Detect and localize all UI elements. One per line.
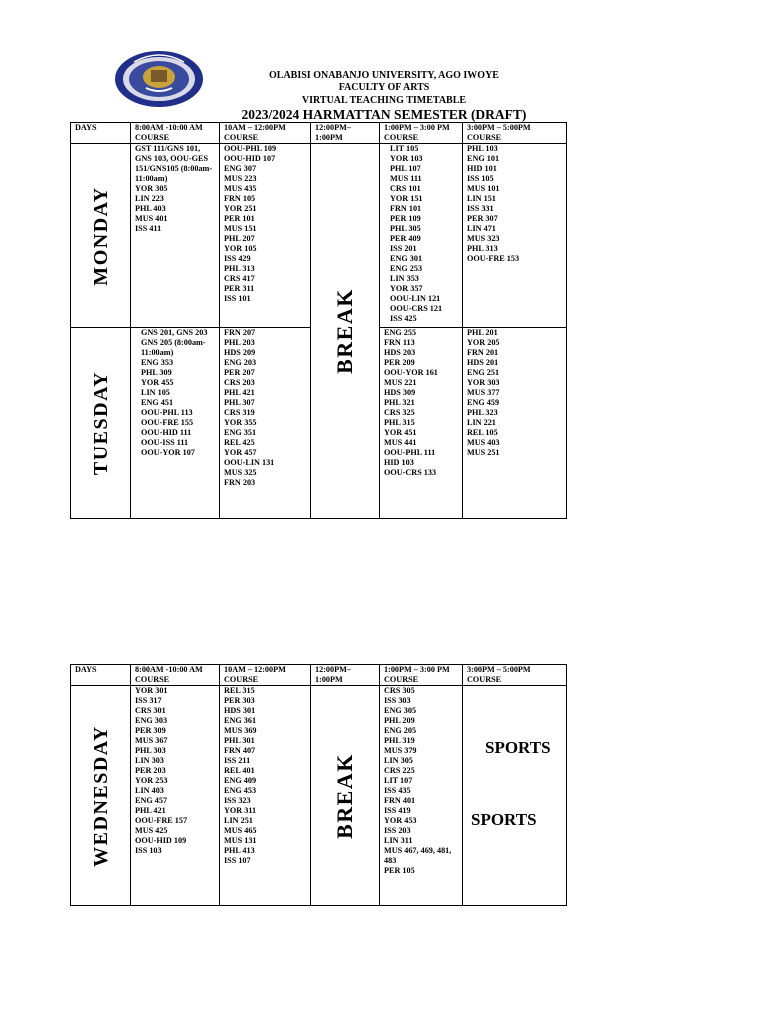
course-code: YOR 251 <box>224 204 257 213</box>
university-logo <box>114 50 204 108</box>
course-code: MUS 465 <box>224 826 257 835</box>
course-code: ENG 353 <box>141 358 174 367</box>
course-code: LIN 471 <box>467 224 496 233</box>
slot5-header: 3:00PM – 5:00PM COURSE <box>463 123 567 144</box>
course-code: OOU-HID 107 <box>224 154 276 163</box>
course-code: YOR 253 <box>135 776 168 785</box>
course-code: ENG 351 <box>224 428 257 437</box>
course-code: OOU-YOR 161 <box>384 368 438 377</box>
course-code: OOU-HID 109 <box>135 836 187 845</box>
course-code: OOU-FRE 155 <box>141 418 194 427</box>
slot3-header: 12:00PM–1:00PM <box>311 665 380 686</box>
course-code: ISS 323 <box>224 796 251 805</box>
faculty-name: FACULTY OF ARTS <box>338 82 430 93</box>
course-code: FRN 201 <box>467 348 499 357</box>
course-code: MUS 467, 469, 481, 483 <box>384 846 452 865</box>
course-code: YOR 457 <box>224 448 257 457</box>
course-code: PHL 313 <box>224 264 255 273</box>
course-code: PHL 107 <box>390 164 421 173</box>
course-code: OOU-CRS 121 <box>390 304 443 313</box>
days-header: DAYS <box>71 665 131 686</box>
course-code: LIN 403 <box>135 786 164 795</box>
course-code: YOR 451 <box>384 428 417 437</box>
course-code: GNS 205 (8:00am- <box>141 338 206 347</box>
course-code: HDS 309 <box>384 388 416 397</box>
course-code: PHL 305 <box>390 224 421 233</box>
course-code: CRS 225 <box>384 766 415 775</box>
monday-slot2-courses <box>220 144 311 328</box>
course-code: YOR 205 <box>467 338 500 347</box>
course-code: LIT 107 <box>384 776 413 785</box>
course-code: HDS 209 <box>224 348 256 357</box>
course-code: GNS 201, GNS 203 <box>141 328 208 337</box>
sports-label-1: SPORTS <box>485 738 551 757</box>
course-code: ENG 255 <box>384 328 417 337</box>
course-code: LIN 305 <box>384 756 413 765</box>
slot2-header: 10AM – 12:00PM COURSE <box>220 123 311 144</box>
break-label: BREAK <box>332 752 357 839</box>
course-code: ISS 419 <box>384 806 411 815</box>
course-code: YOR 355 <box>224 418 257 427</box>
course-code: ENG 361 <box>224 716 257 725</box>
course-code: REL 315 <box>224 686 255 695</box>
course-code: MUS 441 <box>384 438 417 447</box>
table-header-row <box>71 665 567 686</box>
course-code: REL 401 <box>224 766 255 775</box>
course-code: ENG 451 <box>141 398 174 407</box>
course-code: OOU-CRS 133 <box>384 468 437 477</box>
course-code: ISS 211 <box>224 756 251 765</box>
course-code: LIN 303 <box>135 756 164 765</box>
course-code: LIN 311 <box>384 836 413 845</box>
course-code: CRS 417 <box>224 274 255 283</box>
course-code: ISS 435 <box>384 786 411 795</box>
course-code: PHL 321 <box>384 398 415 407</box>
course-code: PHL 207 <box>224 234 255 243</box>
monday-slot5-courses <box>463 144 567 328</box>
course-code: FRN 113 <box>384 338 415 347</box>
course-code: MUS 369 <box>224 726 257 735</box>
slot4-header: 1:00PM – 3:00 PM COURSE <box>380 123 463 144</box>
tuesday-slot5-courses <box>463 328 567 519</box>
course-code: PER 307 <box>467 214 498 223</box>
course-code: ENG 453 <box>224 786 257 795</box>
tuesday-slot2-courses <box>220 328 311 519</box>
tuesday-slot1-courses <box>131 328 220 519</box>
course-code: CRS 203 <box>224 378 255 387</box>
course-code: ENG 251 <box>467 368 500 377</box>
course-code: PHL 301 <box>224 736 255 745</box>
slot5-header: 3:00PM – 5:00PM COURSE <box>463 665 567 686</box>
slot1-header: 8:00AM -10:00 AM COURSE <box>131 123 220 144</box>
course-code: YOR 453 <box>384 816 417 825</box>
course-code: PHL 421 <box>135 806 166 815</box>
course-code: MUS 367 <box>135 736 168 745</box>
day-label: WEDNESDAY <box>89 724 112 867</box>
course-code: PHL 203 <box>224 338 255 347</box>
course-code: ENG 409 <box>224 776 257 785</box>
course-code: PHL 103 <box>467 144 498 153</box>
course-code: MUS 401 <box>135 214 168 223</box>
tuesday-slot4-courses <box>380 328 463 519</box>
course-code: ISS 303 <box>384 696 411 705</box>
course-code: REL 425 <box>224 438 255 447</box>
course-code: ISS 411 <box>135 224 162 233</box>
wednesday-slot1-courses <box>131 686 220 906</box>
course-code: LIN 105 <box>141 388 170 397</box>
course-code: PER 203 <box>135 766 166 775</box>
course-code: ENG 307 <box>224 164 257 173</box>
break-label: BREAK <box>332 288 357 374</box>
course-code: ISS 101 <box>224 294 251 303</box>
course-code: MUS 221 <box>384 378 417 387</box>
course-code: YOR 311 <box>224 806 257 815</box>
course-code: MUS 323 <box>467 234 500 243</box>
course-code: MUS 435 <box>224 184 257 193</box>
course-code: MUS 101 <box>467 184 500 193</box>
course-code: PHL 403 <box>135 204 166 213</box>
monday-row <box>71 144 567 328</box>
university-name: OLABISI ONABANJO UNIVERSITY, AGO IWOYE <box>269 70 499 81</box>
course-code: YOR 105 <box>224 244 257 253</box>
course-code: PHL 319 <box>384 736 415 745</box>
course-code: FRN 105 <box>224 194 256 203</box>
wednesday-row <box>71 686 567 906</box>
course-code: PER 209 <box>384 358 415 367</box>
course-code: PHL 309 <box>141 368 172 377</box>
course-code: PER 101 <box>224 214 255 223</box>
course-code: OOU-FRE 153 <box>467 254 520 263</box>
course-code: MUS 377 <box>467 388 500 397</box>
course-code: HDS 203 <box>384 348 416 357</box>
course-code: MUS 251 <box>467 448 500 457</box>
course-code: FRN 401 <box>384 796 416 805</box>
course-code: YOR 455 <box>141 378 174 387</box>
course-code: FRN 203 <box>224 478 256 487</box>
course-code: PHL 315 <box>384 418 415 427</box>
course-code: ENG 301 <box>390 254 423 263</box>
tuesday-day-cell <box>71 328 131 519</box>
course-code: PER 303 <box>224 696 255 705</box>
course-code: CRS 319 <box>224 408 255 417</box>
course-code: MUS 403 <box>467 438 500 447</box>
course-code: FRN 207 <box>224 328 256 337</box>
wednesday-slot2-courses <box>220 686 311 906</box>
course-code: PER 109 <box>390 214 421 223</box>
course-code: MUS 325 <box>224 468 257 477</box>
wednesday-slot4-courses <box>380 686 463 906</box>
course-code: LIN 221 <box>467 418 496 427</box>
course-code: FRN 407 <box>224 746 256 755</box>
wednesday-slot5-cell <box>463 686 567 906</box>
course-code: ENG 305 <box>384 706 417 715</box>
slot1-header: 8:00AM -10:00 AM COURSE <box>131 665 220 686</box>
course-code: ISS 107 <box>224 856 251 865</box>
course-code: FRN 101 <box>390 204 422 213</box>
course-code: LIN 251 <box>224 816 253 825</box>
course-code: CRS 101 <box>390 184 421 193</box>
course-code: ENG 253 <box>390 264 423 273</box>
course-code: PHL 303 <box>135 746 166 755</box>
course-code: PHL 307 <box>224 398 255 407</box>
course-code: HDS 301 <box>224 706 256 715</box>
course-code: OOU-LIN 131 <box>224 458 275 467</box>
course-code: PHL 413 <box>224 846 255 855</box>
course-code: HDS 201 <box>467 358 499 367</box>
course-code: ISS 105 <box>467 174 494 183</box>
course-code: REL 105 <box>467 428 498 437</box>
course-code: GST 111/GNS 101, GNS 103, OOU-GES 151/GNS105 (8:00am-11:00am) <box>135 144 213 183</box>
course-code: OOU-HID 111 <box>141 428 192 437</box>
course-code: ENG 205 <box>384 726 417 735</box>
course-code: CRS 305 <box>384 686 415 695</box>
course-code: YOR 305 <box>135 184 168 193</box>
course-code: PER 207 <box>224 368 255 377</box>
slot4-header: 1:00PM – 3:00 PM COURSE <box>380 665 463 686</box>
course-code: YOR 303 <box>467 378 500 387</box>
course-code: PHL 323 <box>467 408 498 417</box>
course-code: OOU-PHL 113 <box>141 408 193 417</box>
course-code: ENG 459 <box>467 398 500 407</box>
course-code: ISS 317 <box>135 696 162 705</box>
monday-day-cell <box>71 144 131 328</box>
course-code: MUS 131 <box>224 836 257 845</box>
course-code: MUS 425 <box>135 826 168 835</box>
course-code: ISS 425 <box>390 314 417 323</box>
course-code: PHL 201 <box>467 328 498 337</box>
semester-title: 2023/2024 HARMATTAN SEMESTER (DRAFT) <box>241 107 527 122</box>
course-code: PHL 313 <box>467 244 498 253</box>
monday-slot4-courses <box>380 144 463 328</box>
table-header-row <box>71 123 567 144</box>
course-code: HID 103 <box>384 458 414 467</box>
course-code: PHL 421 <box>224 388 255 397</box>
course-code: LIT 105 <box>390 144 419 153</box>
course-code: OOU-YOR 107 <box>141 448 195 457</box>
course-code: PER 409 <box>390 234 421 243</box>
course-code: LIN 223 <box>135 194 164 203</box>
course-code: PHL 209 <box>384 716 415 725</box>
course-code: YOR 301 <box>135 686 168 695</box>
course-code: YOR 151 <box>390 194 423 203</box>
break-cell <box>311 144 380 519</box>
course-code: CRS 301 <box>135 706 166 715</box>
course-code: ENG 101 <box>467 154 500 163</box>
sports-label-2: SPORTS <box>471 810 537 829</box>
course-code: ENG 303 <box>135 716 168 725</box>
timetable-wednesday <box>70 664 567 906</box>
course-code: CRS 325 <box>384 408 415 417</box>
break-cell <box>311 686 380 906</box>
wednesday-day-cell <box>71 686 131 906</box>
course-code: LIN 353 <box>390 274 419 283</box>
course-code: ISS 103 <box>135 846 162 855</box>
course-code: ISS 203 <box>384 826 411 835</box>
slot3-header: 12:00PM–1:00PM <box>311 123 380 144</box>
course-code: OOU-FRE 157 <box>135 816 188 825</box>
days-header: DAYS <box>71 123 131 144</box>
course-code: HID 101 <box>467 164 497 173</box>
course-code: ISS 201 <box>390 244 417 253</box>
course-code: ISS 331 <box>467 204 494 213</box>
course-code: 11:00am) <box>141 348 174 357</box>
timetable-monday-tuesday <box>70 122 567 519</box>
course-code: MUS 111 <box>390 174 422 183</box>
course-code: ENG 203 <box>224 358 257 367</box>
course-code: OOU-ISS 111 <box>141 438 189 447</box>
day-label: MONDAY <box>89 185 112 286</box>
course-code: PER 311 <box>224 284 255 293</box>
course-code: OOU-LIN 121 <box>390 294 441 303</box>
course-code: MUS 151 <box>224 224 257 233</box>
course-code: ENG 457 <box>135 796 168 805</box>
course-code: ISS 429 <box>224 254 251 263</box>
course-code: PER 309 <box>135 726 166 735</box>
course-code: YOR 357 <box>390 284 423 293</box>
monday-slot1-courses <box>131 144 220 328</box>
course-code: LIN 151 <box>467 194 496 203</box>
course-code: YOR 103 <box>390 154 423 163</box>
course-code: OOU-PHL 109 <box>224 144 277 153</box>
course-code: OOU-PHL 111 <box>384 448 436 457</box>
course-code: PER 105 <box>384 866 415 875</box>
day-label: TUESDAY <box>89 370 112 476</box>
course-code: MUS 379 <box>384 746 417 755</box>
course-code: MUS 223 <box>224 174 257 183</box>
timetable-title: VIRTUAL TEACHING TIMETABLE <box>301 95 467 106</box>
slot2-header: 10AM – 12:00PM COURSE <box>220 665 311 686</box>
